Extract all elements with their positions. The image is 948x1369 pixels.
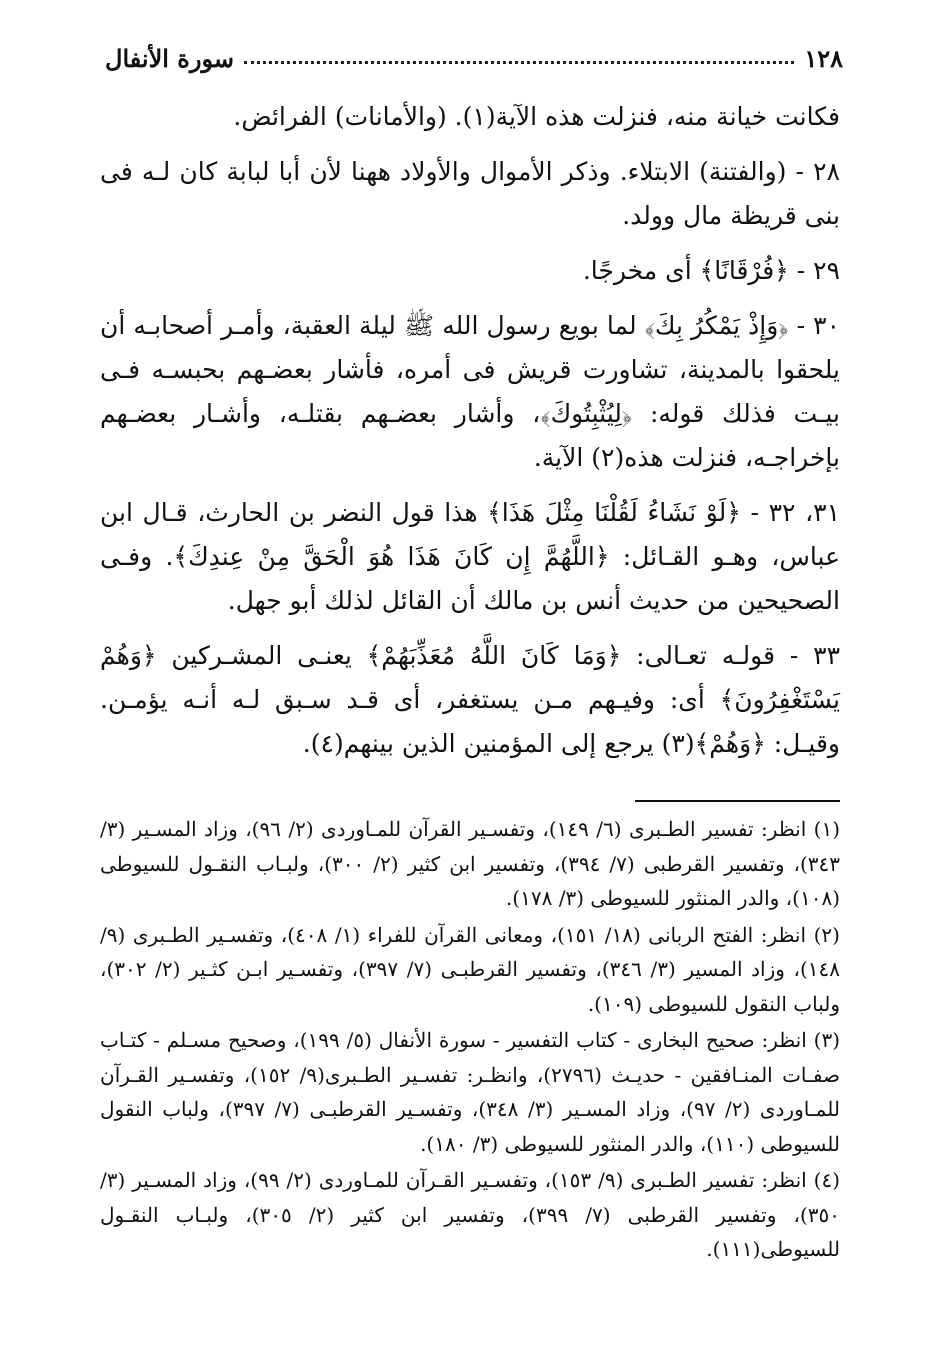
footnote-4: (٤) انظر: تفسير الطـبرى (٩/ ١٥٣)، وتفسـير القـرآن للمـاوردى (٢/ ٩٩)، وزاد المسـير (٣/ ٣٥٠)، وتفسير القرطبى (٧/ ٣٩٩)، وتفسير ابن كثير (٢/ ٣٠٥)، ولبـاب النقـول للسيوطى(١١١). [100,1168,840,1261]
footnote-1: (١) انظر: تفسير الطـبرى (٦/ ١٤٩)، وتفسـير القرآن للمـاوردى (٢/ ٩٦)، وزاد المسـير (٣/ ٣٤٣)، وتفسير القرطبى (٧/ ٣٩٤)، وتفسير ابن كثير (٢/ ٣٠٠)، ولبـاب النقـول للسيوطى (١٠٨)، والدر المنثور للسيوطى (٣/ ١٧٨). [100,817,840,910]
paragraph-verse-31-32: ٣١، ٣٢ - ﴿لَوْ نَشَاءُ لَقُلْنَا مِثْلَ هَذَا﴾ هذا قول النضر بن الحارث، قـال ابن عباس، وهـو القـائل: ﴿اللَّهُمَّ إِن كَانَ هَذَا هُوَ الْحَقَّ مِنْ عِندِكَ﴾. وفـى الصحيحين من حديث أنس بن مالك أن القائل لذلك أبو جهل. [100,498,841,615]
surah-title: سورة الأنفال [105,44,234,73]
paragraph-verse-29: ٢٩ - ﴿فُرْقَانًا﴾ أى مخرجًا. [582,256,840,285]
footnotes [100,812,840,1269]
paragraph-verse-30: ٣٠ - ﴿وَإِذْ يَمْكُرُ بِكَ﴾ لما بويع رسول الله ﷺ ليلة العقبة، وأمـر أصحابـه أن يلحقوا بالمدينة، تشاورت قريش فى أمره، فأشار بعضـهم بحبسـه فـى بيـت فذلك قوله: ﴿لِيُثْبِتُوكَ﴾، وأشار بعضـهم بقتلـه، وأشـار بعضـهم بإخراجـه، فنزلت هذه(٢) الآية. [100,311,840,472]
footnote-separator [635,800,840,802]
main-text [100,95,840,777]
paragraph-verse-33: ٣٣ - قولـه تعـالى: ﴿وَمَا كَانَ اللَّهُ مُعَذِّبَهُمْ﴾ يعنـى المشـركين ﴿وَهُمْ يَسْتَغْفِرُونَ﴾ أى: وفيـهم مـن يستغفر، أى قـد سـبق لـه أنـه يؤمـن. وقيـل: ﴿وَهُمْ﴾(٣) يرجع إلى المؤمنين الذين بينهم(٤). [100,641,840,758]
header-dotted-leader [244,61,794,64]
footnote-2: (٢) انظر: الفتح الربانى (١٨/ ١٥١)، ومعانى القرآن للفراء (١/ ٤٠٨)، وتفسـير الطـبرى (٩/ ١٤٨)، وزاد المسير (٣/ ٣٤٦)، وتفسير القرطبـى (٧/ ٣٩٧)، وتفسـير ابـن كثـير (٢/ ٣٠٢)، ولباب النقول للسيوطى (١٠٩). [100,922,840,1016]
footnote-3: (٣) انظر: صحيح البخارى - كتاب التفسير - سورة الأنفال (٥/ ١٩٩)، وصحيح مسـلم - كتـاب صفـات المنـافقين - حديـث (٢٧٩٦)، وانظـر: تفسـير الطـبرى(٩/ ١٥٢)، وتفسـير القـرآن للمـاوردى (٢/ ٩٧)، وزاد المسـير (٣/ ٣٤٨)، وتفسـير القرطبـى (٧/ ٣٩٧)، ولباب النقول للسيوطى (١١٠)، والدر المنثور للسيوطى (٣/ ١٨٠). [100,1028,840,1156]
page-number: ١٢٨ [804,44,843,73]
page-header [105,44,843,73]
paragraph-intro: فكانت خيانة منه، فنزلت هذه الآية(١). (والأمانات) الفرائض. [233,102,840,131]
paragraph-verse-28: ٢٨ - (والفتنة) الابتلاء. وذكر الأموال والأولاد ههنا لأن أبا لبابة كان لـه فى بنى قريظة مال وولد. [100,157,840,230]
